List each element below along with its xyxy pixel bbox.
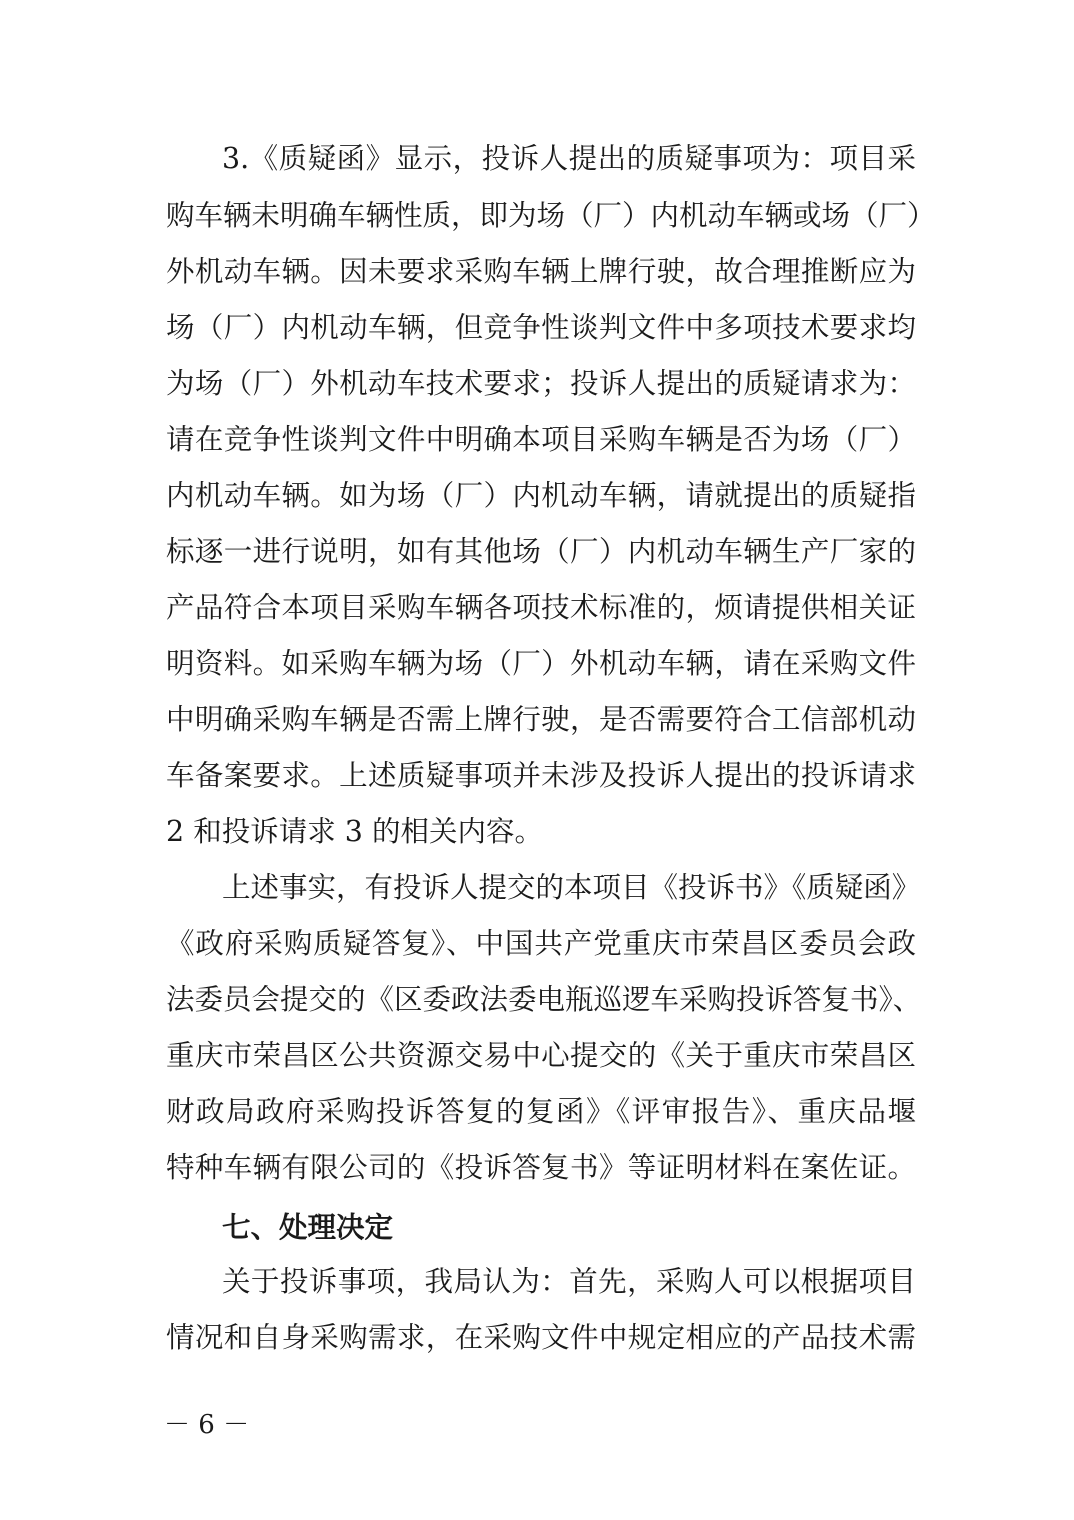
paragraph-3-line-1: 3.《质疑函》显示，投诉人提出的质疑事项为：项目采 xyxy=(222,142,916,175)
evidence-line-3: 法委员会提交的《区委政法委电瓶巡逻车采购投诉答复书》、 xyxy=(166,983,922,1016)
section-heading: 七、处理决定 xyxy=(222,1210,394,1244)
decision-line-2: 情况和自身采购需求，在采购文件中规定相应的产品技术需 xyxy=(166,1321,916,1354)
paragraph-3-line-12: 车备案要求。上述质疑事项并未涉及投诉人提出的投诉请求 xyxy=(166,759,916,792)
paragraph-3-line-4: 场（厂）内机动车辆，但竞争性谈判文件中多项技术要求均 xyxy=(166,311,916,344)
evidence-line-4: 重庆市荣昌区公共资源交易中心提交的《关于重庆市荣昌区 xyxy=(166,1039,916,1072)
paragraph-3-line-8: 标逐一进行说明，如有其他场（厂）内机动车辆生产厂家的 xyxy=(166,535,916,568)
evidence-line-5: 财政局政府采购投诉答复的复函》《评审报告》、重庆品堰 xyxy=(166,1095,916,1128)
paragraph-3-line-7: 内机动车辆。如为场（厂）内机动车辆，请就提出的质疑指 xyxy=(166,479,916,512)
paragraph-3-line-9: 产品符合本项目采购车辆各项技术标准的，烦请提供相关证 xyxy=(166,591,916,624)
evidence-line-6: 特种车辆有限公司的《投诉答复书》等证明材料在案佐证。 xyxy=(166,1151,916,1184)
paragraph-3-line-2: 购车辆未明确车辆性质，即为场（厂）内机动车辆或场（厂） xyxy=(166,199,936,232)
evidence-line-2: 《政府采购质疑答复》、中国共产党重庆市荣昌区委员会政 xyxy=(166,927,916,960)
paragraph-3-line-13: 2 和投诉请求 3 的相关内容。 xyxy=(166,815,543,848)
paragraph-3-line-5: 为场（厂）外机动车技术要求；投诉人提出的质疑请求为： xyxy=(166,367,916,400)
page-number: － 6 － xyxy=(164,1410,250,1440)
paragraph-3-line-3: 外机动车辆。因未要求采购车辆上牌行驶，故合理推断应为 xyxy=(166,255,916,288)
paragraph-3-line-10: 明资料。如采购车辆为场（厂）外机动车辆，请在采购文件 xyxy=(166,647,916,680)
paragraph-3-line-6: 请在竞争性谈判文件中明确本项目采购车辆是否为场（厂） xyxy=(166,423,916,456)
paragraph-3-line-11: 中明确采购车辆是否需上牌行驶，是否需要符合工信部机动 xyxy=(166,703,916,736)
decision-line-1: 关于投诉事项，我局认为：首先，采购人可以根据项目 xyxy=(222,1265,916,1298)
evidence-line-1: 上述事实，有投诉人提交的本项目《投诉书》《质疑函》 xyxy=(222,871,921,904)
